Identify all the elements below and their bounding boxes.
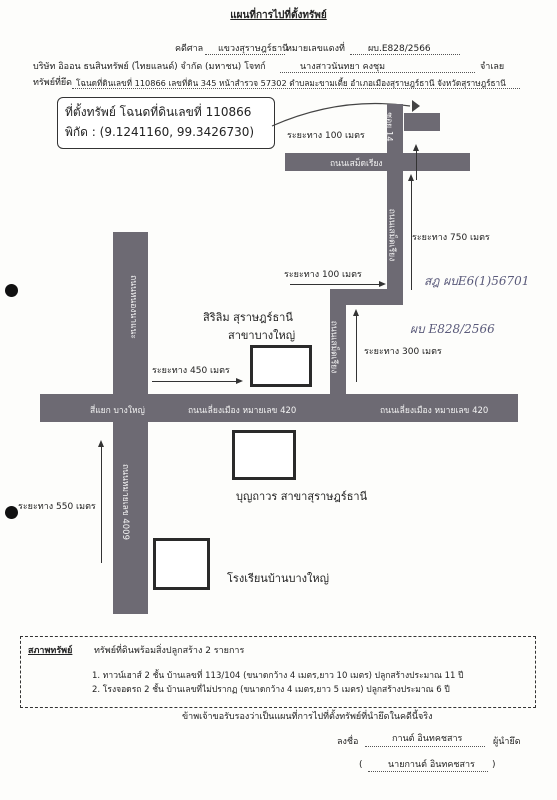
arrow-north-4009 (101, 446, 102, 563)
location-line2: พิกัด : (9.1241160, 99.3426730) (65, 125, 255, 139)
distance-450: ระยะทาง 450 เมตร (152, 366, 230, 376)
arrow-east-bypass (152, 381, 237, 382)
arrow-north-lower (356, 315, 357, 382)
plaintiff: บริษัท อิออน ธนสินทรัพย์ (ไทยแลนด์) จำกัด (มหาชน) โจทก์ (33, 62, 266, 72)
case-no-value: ผบ.E828/2566 (368, 44, 431, 54)
samet-lower-label: ถนนเสม็ดเรียง (328, 320, 339, 374)
property-plot (404, 113, 440, 131)
intersection-label: สี่แยก บางใหญ่ (90, 406, 145, 416)
punch-hole-top (5, 284, 18, 297)
signer-name: กานต์ อินทคชสาร (392, 734, 463, 744)
signer-role: ผู้นำยึด (493, 737, 521, 747)
distance-100-top: ระยะทาง 100 เมตร (287, 131, 365, 141)
court-value: แขวงสุราษฎร์ธานี (218, 44, 289, 54)
certify-text: ข้าพเจ้าขอรับรองว่าเป็นแผนที่การไปที่ตั้งทรัพย์ที่นำยึดในคดีนี้จริง (182, 712, 433, 722)
school-building (153, 538, 210, 590)
dotline (205, 54, 285, 55)
bank-name-line1: สิริลิม สุราษฎร์ธานี (203, 311, 293, 324)
samet-horizontal-label: ถนนเสม็ดเรียง (330, 159, 383, 169)
distance-300: ระยะทาง 300 เมตร (364, 347, 442, 357)
property-label: ทรัพย์ที่ยึด (33, 78, 73, 88)
bypass-label-left: ถนนเลี่ยงเมือง หมายเลข 420 (188, 406, 297, 416)
page-title: แผนที่การไปที่ตั้งทรัพย์ (230, 10, 327, 21)
case-no-label: หมายเลขแดงที่ (286, 44, 345, 54)
defendant-label: จำเลย (480, 62, 505, 72)
paren-close: ) (492, 760, 496, 770)
school-name: โรงเรียนบ้านบางใหญ่ (227, 572, 330, 585)
printed-name: นายกานต์ อินทคชสาร (388, 760, 475, 770)
bunthawon-name: บุญถาวร สาขาสุราษฎร์ธานี (236, 490, 368, 503)
distance-100-mid: ระยะทาง 100 เมตร (284, 270, 362, 280)
dotline (365, 746, 485, 747)
handwritten-note-1: สฎ ผบE6(1)56701 (424, 274, 530, 288)
status-label: สภาพทรัพย์ (28, 646, 73, 656)
sign-label: ลงชื่อ (337, 737, 359, 747)
bank-building (250, 345, 312, 387)
status-item-1: 1. ทาวน์เฮาส์ 2 ชั้น บ้านเลขที่ 113/104 (ขนาดกว้าง 4 เมตร,ยาว 10 เมตร) ปลูกสร้างประมาณ 11 ปี (92, 671, 464, 681)
paren-open: ( (359, 760, 363, 770)
bunthawon-building (232, 430, 296, 480)
handwritten-note-2: ผบ E828/2566 (410, 322, 495, 336)
samet-vertical-label: ถนนเสม็ดเรียง (386, 208, 397, 262)
dotline (368, 771, 488, 772)
bypass-label-right: ถนนเลี่ยงเมือง หมายเลข 420 (380, 406, 489, 416)
defendant-name: นางสาวนันทยา คงชุม (300, 62, 386, 72)
status-summary: ทรัพย์ที่ดินพร้อมสิ่งปลูกสร้าง 2 รายการ (94, 646, 245, 656)
status-item-2: 2. โรงจอดรถ 2 ชั้น บ้านเลขที่ไม่ปรากฏ (ขนาดกว้าง 4 เมตร,ยาว 5 เมตร) ปลูกสร้างประมาณ 6 ปี (92, 685, 450, 695)
court-label: คดีศาล (175, 44, 204, 54)
dotline (350, 54, 460, 55)
distance-550: ระยะทาง 550 เมตร (18, 502, 96, 512)
road-4009-label: ถนนหมายเลข 4009 (120, 464, 130, 540)
nongnane-label: ถนนหนองนาแนะ (127, 275, 138, 339)
arrow-north-samet (411, 180, 412, 290)
dotline (280, 72, 475, 73)
arrow-north-soi14 (416, 150, 417, 180)
location-line1: ที่ตั้งทรัพย์ โฉนดที่ดินเลขที่ 110866 (65, 105, 252, 119)
soi14-label: ซอย 14 (383, 112, 394, 142)
distance-750: ระยะทาง 750 เมตร (412, 233, 490, 243)
punch-hole-bottom (5, 506, 18, 519)
property-value: โฉนดที่ดินเลขที่ 110866 เลขที่ดิน 345 หน้าสำรวจ 57302 ตำบลมะขามเตี้ย อำเภอเมืองสุราษฎร์ธานี จังหวัดสุราษฎร์ธานี (76, 78, 506, 88)
arrow-east-connector (290, 284, 380, 285)
bank-name-line2: สาขาบางใหญ่ (228, 329, 296, 342)
